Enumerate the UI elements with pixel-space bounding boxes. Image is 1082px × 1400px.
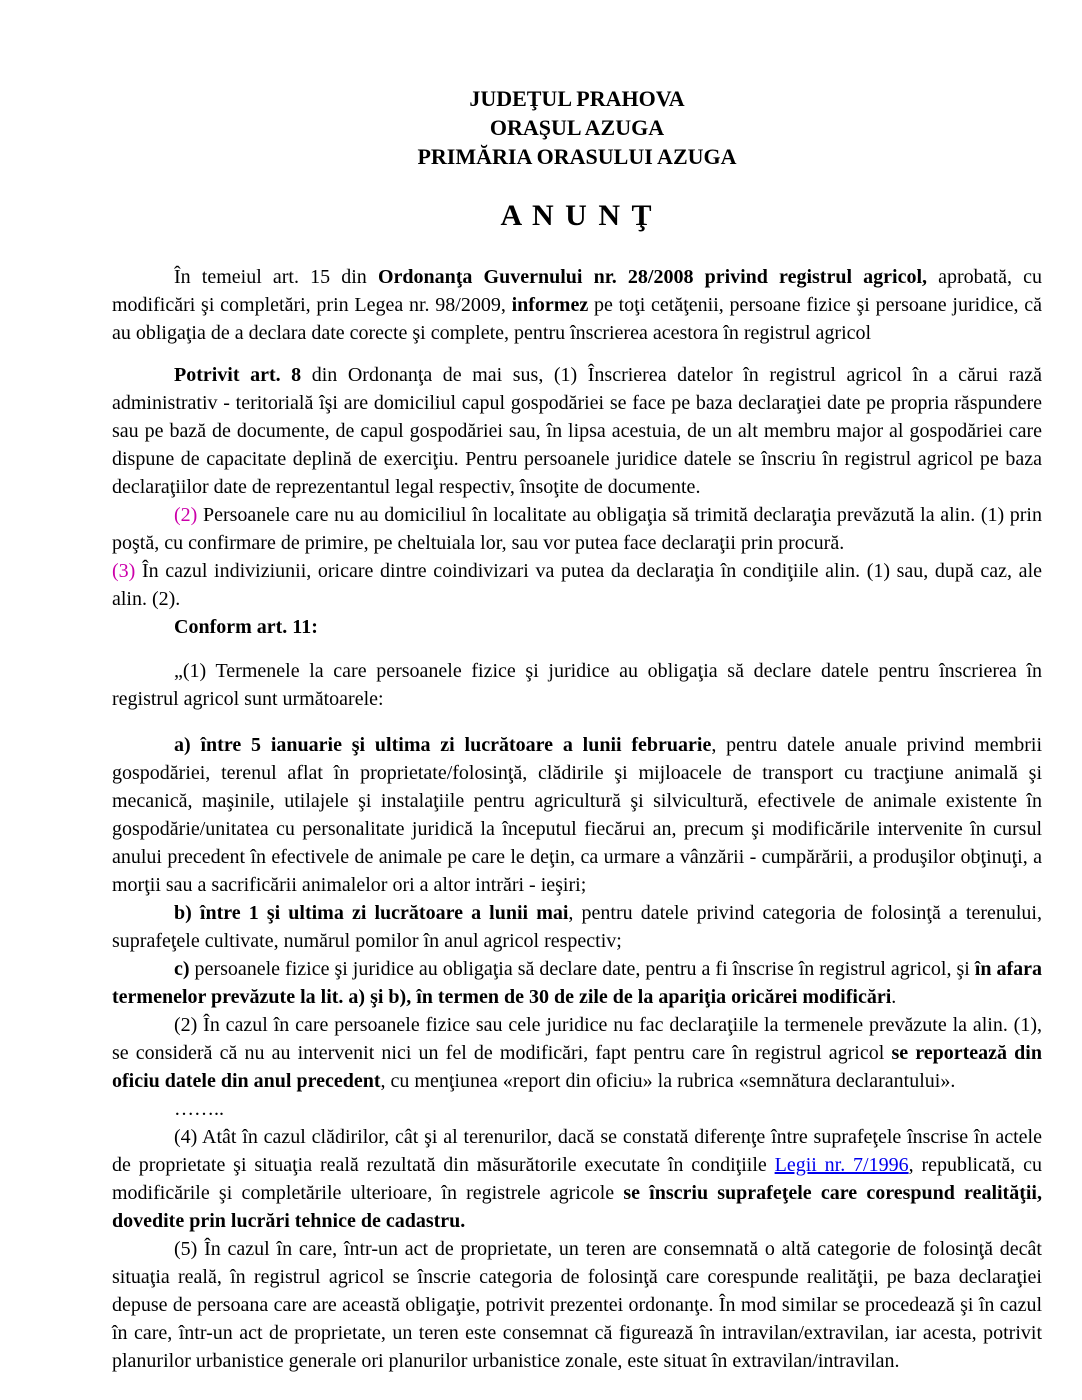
paragraph-alin2 — [112, 501, 1042, 557]
paragraph-alin3 — [112, 557, 1042, 613]
text-run-bold: în afara termenelor prevăzute la lit. a) şi b), în termen de 30 de zile de la apariţia oricărei modificări — [112, 958, 1043, 1008]
ellipsis-run: …….. — [174, 1098, 224, 1120]
text-run: În temeiul art. 15 din — [174, 266, 378, 288]
text-run: , pentru datele anuale privind membrii gospodăriei, terenul aflat în proprietate/folosinţă, clădirile şi mijloacele de transport cu tracţiune animală şi mecanică, maşinile, utilajele şi instalaţiile pentru agricultură şi silvicultură, efectivele de animale existente în gospodărie/unitatea cu personalitate juridică la începutul fiecărui an, precum şi modificările intervenite în cursul anului precedent în efectivele de animale pe care le deţin, ca urmare a vânzării - cumpărării, a produşilor obţinuţi, a morţii sau a sacrificării animalelor ori a altor intrări - ieşiri; — [112, 734, 1042, 896]
text-run: (2) În cazul în care persoanele fizice sau cele juridice nu fac declaraţiile la termenele prevăzute la alin. (1), se consideră că nu au intervenit nici un fel de modificări, fapt pentru care în registrul agricol — [112, 1014, 1042, 1064]
text-run: persoanele fizice şi juridice au obligaţia să declare date, pentru a fi înscrise în registrul agricol, şi — [189, 958, 975, 980]
header-county: JUDEŢUL PRAHOVA — [469, 86, 685, 111]
paragraph-alin5 — [112, 1235, 1042, 1375]
announcement-title: A N U N Ţ — [500, 199, 654, 232]
document-header — [112, 84, 1042, 171]
paragraph-lit-a — [112, 731, 1042, 899]
text-run-bold: Ordonanţa Guvernului nr. 28/2008 privind registrul agricol, — [377, 266, 928, 288]
text-run-bold: a) între 5 ianuarie şi ultima zi lucrătoare a lunii februarie — [174, 734, 712, 756]
paragraph-lit-c — [112, 955, 1042, 1011]
header-townhall: PRIMĂRIA ORASULUI AZUGA — [417, 144, 737, 169]
text-run-bold: informez — [511, 294, 589, 316]
paragraph-ellipsis — [112, 1095, 1042, 1123]
alineat-marker-3: (3) — [112, 560, 136, 582]
text-run-bold: c) — [174, 958, 190, 980]
text-run: Persoanele care nu au domiciliul în localitate au obligaţia să trimită declaraţia prevăzută la alin. (1) prin poştă, cu confirmare de primire, pe cheltuiala lor, sau vor putea face declaraţii prin procură. — [112, 504, 1042, 554]
paragraph-intro — [112, 263, 1042, 347]
text-run: , cu menţiunea «report din oficiu» la rubrica «semnătura declarantului». — [380, 1070, 956, 1092]
text-run-bold: se reportează din oficiu datele din anul precedent — [112, 1042, 1042, 1092]
text-run: din Ordonanţa de mai sus, (1) Înscrierea datelor în registrul agricol în a cărui rază administrativ - teritorială îşi are domiciliul capul gospodăriei se face pe baza declaraţiei date pe propria răspundere sau pe bază de documente, de capul gospodăriei sau, în lipsa acestuia, de un alt membru major al gospodăriei care dispune de capacitate deplină de exerciţiu. Pentru persoanele juridice datele se înscriu în registrul agricol pe baza declaraţiilor date de reprezentantul legal respectiv, însoţite de documente. — [112, 364, 1042, 498]
text-run: , pentru datele privind categoria de folosinţă a terenului, suprafeţele cultivate, numărul pomilor în anul agricol respectiv; — [112, 902, 1042, 952]
text-run: (5) În cazul în care, într-un act de proprietate, un teren are consemnată o altă categorie de folosinţă decât situaţia reală, în registrul agricol se înscrie categoria de folosinţă care corespunde realităţii, pe baza declaraţiei depuse de persoana care are această obligaţie, potrivit prezentei ordonanţe. În mod similar se procedează şi în cazul în care, într-un act de proprietate, un teren este consemnat că figurează în intravilan/extravilan, iar acesta, potrivit planurilor urbanistice generale ori planurilor urbanistice zonale, este situat în extravilan/intravilan. — [112, 1238, 1042, 1372]
law-7-1996-link[interactable]: Legii nr. 7/1996 — [774, 1154, 909, 1176]
text-run: , republicată, cu modificările şi completările ulterioare, în registrele agricole — [112, 1154, 1042, 1204]
document-body — [112, 263, 1042, 1375]
paragraph-alin4 — [112, 1123, 1042, 1235]
text-run: În cazul indiviziunii, oricare dintre coindivizari va putea da declaraţia în condiţiile alin. (1) sau, după caz, ale alin. (2). — [112, 560, 1042, 610]
text-run-bold: b) între 1 şi ultima zi lucrătoare a lunii mai — [174, 902, 569, 924]
text-run-bold: Conform art. 11: — [174, 616, 318, 638]
paragraph-art8 — [112, 361, 1042, 501]
header-town: ORAŞUL AZUGA — [489, 115, 665, 140]
text-run-bold: Potrivit art. 8 — [174, 364, 302, 386]
alineat-marker-2: (2) — [174, 504, 198, 526]
text-run: aprobată, cu modificări şi completări, prin Legea nr. 98/2009, — [112, 266, 1042, 316]
text-run-bold: se înscriu suprafeţele care corespund realităţii, dovedite prin lucrări tehnice de cadastru. — [112, 1182, 1042, 1232]
text-run: pe toţi cetăţenii, persoane fizice şi persoane juridice, că au obligaţia de a declara date corecte şi complete, pentru înscrierea acestora în registrul agricol — [112, 294, 1042, 344]
text-run: (4) Atât în cazul clădirilor, cât şi al terenurilor, dacă se constată diferenţe între suprafeţele înscrise în actele de proprietate şi situaţia reală rezultată din măsurătorile executate în condiţiile — [112, 1126, 1042, 1176]
text-run: . — [891, 986, 897, 1008]
paragraph-lit-b — [112, 899, 1042, 955]
text-run: „(1) Termenele la care persoanele fizice şi juridice au obligaţia să declare datele pentru înscrierea în registrul agricol sunt următoarele: — [112, 660, 1042, 710]
paragraph-alin2-art11 — [112, 1011, 1042, 1095]
paragraph-conform-art11 — [112, 613, 1042, 641]
paragraph-termene — [112, 657, 1042, 713]
